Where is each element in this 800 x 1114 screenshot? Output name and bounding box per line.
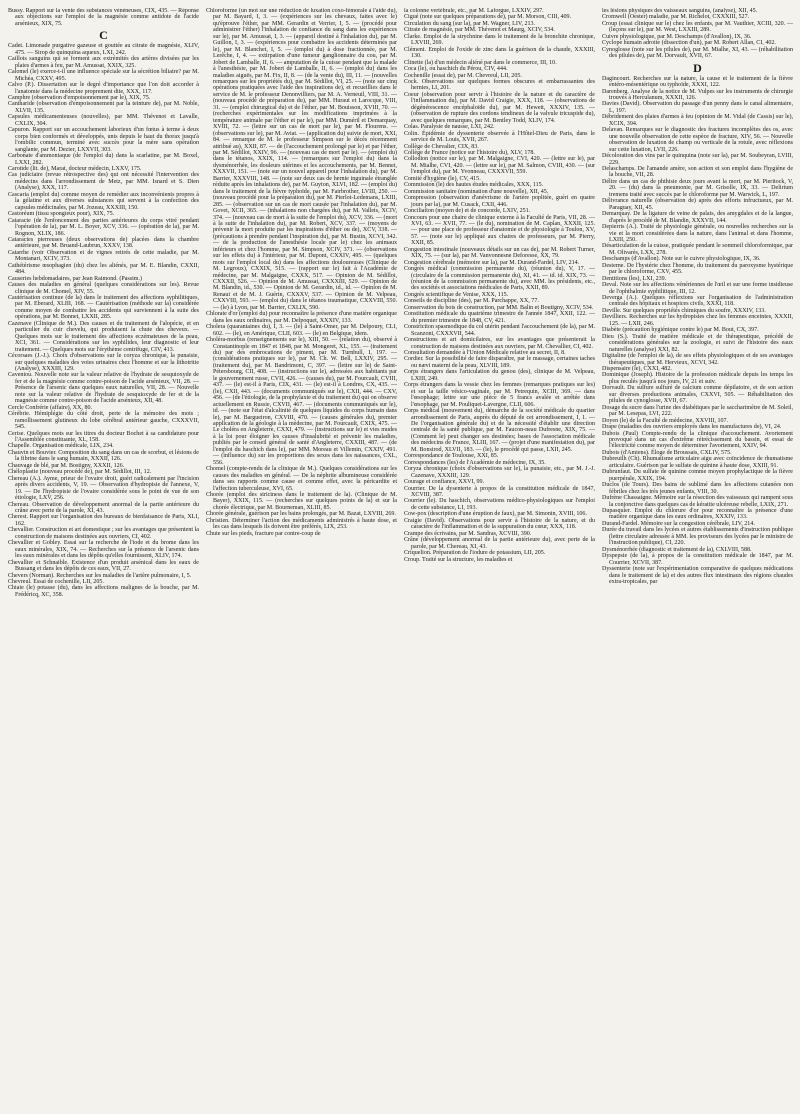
- index-entry: Chlorate d'or (emploi du) pour reconnaître la présence d'une matière organique dans les eaux ordinaires, par M. Delpoquet, XXXIV, 133.: [206, 311, 397, 324]
- section-letter: D: [693, 60, 702, 75]
- index-entry: Delavan. Remarques sur le diagnostic des fractures incomplètes des os, avec une nouvelle observation de cette espèce de fracture, XIV, 56. — Nouvelle observation de luxation de champ ou verticale de la rotule, avec réflexions sur cette luxation, LVII, 226.: [602, 127, 793, 153]
- index-entry: Collège de France (notice sur l'histoire du), XLV, 178.: [404, 149, 535, 156]
- index-entry: Carotide (lit. de), Marat, docteur médecin, LXXV, 175.: [8, 165, 142, 172]
- index-entry: Bussy. Rapport sur la vente des substances vénéneuses, CIX, 435. — Réponse aux objections sur l'emploi de la magnésie comme antidote de l'acide arsénieux, XIX, 75.: [8, 8, 199, 27]
- index-entry: Congrès scientifique de Venise, XXX, 115.: [404, 291, 509, 298]
- index-entry: Cromwell (Oester) maladie, par M. Richelot, CXXXIII, 527.: [602, 14, 750, 21]
- index-entry: Devilliers. Recherches sur les hydropisies chez les femmes enceintes, XXXII, 125. — LXII, 246.: [602, 314, 793, 327]
- index-entry: Citrate de magnésie, par MM. Thévenot et Maurg, XCIV, 534.: [404, 27, 555, 34]
- index-entry: Dubois (d'Amiens). Éloge de Broussais, CXLIV, 575.: [602, 449, 732, 456]
- index-entry: Dosage du sucre dans l'urine des diabétiques par le saccharimètre de M. Soleil, par M. Lesepas, LVI, 222.: [602, 404, 793, 418]
- index-entry: Choléra-morbus (renseignements sur le), XIII, 50. — (relation du), observé à Constantinople en 1847 et 1848, par M. Mongeret, XL, 155. — (traitement du) par des embrocations de piment, par M. Turnbull, I, 197. — (considérations pratiques sur le), par M. Ch. W. Bell, LXXIV, 295. — (traitement du), par M. Bandrimont, C, 397. — (lettre sur le) de Saint-Pétersbourg, CII, 408. — (instructions sur le), adressées aux habitants par le gouvernement russe, CVII, 426. — (causes du), par M. Fourcault, CVIII, 437. — (le) est-il à Paris, CIX, 431. — (le) est-il à Londres, CX, 435. — (le), CXII, 443. — (documents communiqués sur le), CXII, 444. — CXV, 456. — (de l'étiologie, de la prophylaxie et du traitement du) qui on observe actuellement en Russie, CXVII, 467. — (documents communiqués sur le), id. — (note sur l'état d'alcalinité de quelques liquides du corps humain dans le), par M. Bargueiron, CXVIII, 470. — (causes générales du), premier application de la géologie à la médecine, par M. Fourcault, CXIX, 475. — Le choléra en Angleterre, CXXI, 479. — (instructions sur le) et vies mudes à la loi pour éloigner les causes d'insalubrité et prévenir les maladies, publiés par le conseil général de santé d'Angleterre, CXXIII, 487. — (de l'emploi du haschich dans le), par MM. Moreau et Villemin, CXXIV, 491. — (influence du) sur les proportions des sexes dans les naissances, CXL, 556.: [206, 337, 397, 466]
- index-entry: Criquelion. Préparation de l'iodure de potassium, LII, 205.: [404, 550, 546, 557]
- index-entry: Crâne (développement anormal de la partie antérieure du), avec perte de la parole, par M. Chereau, XI, 43.: [404, 537, 595, 550]
- index-column-1: [8, 8, 199, 1108]
- index-entry: Cigué (note sur quelques préparations de), par M. Morson, CIII, 409.: [404, 14, 572, 21]
- index-entry: Cathétérisme œsophagien (du) chez les aliénés, par M. E. Blandin, CXXII, 484.: [8, 262, 199, 276]
- index-entry: Digitaline (de l'emploi de la), de ses effets physiologiques et de ses avantages thérapeutiques, par M. Hervieux, XCVI, 342.: [602, 353, 793, 366]
- index-entry: Dominique (Joseph). Histoire de la profession médicale depuis les temps les plus reculés jusqu'à nos jours, IV, 21 et suiv.: [602, 372, 793, 385]
- index-entry: Calomel (le) exerce-t-il une influence spéciale sur la sécrétion biliaire? par M. Michéa, CXXV, 495.: [8, 69, 199, 82]
- index-entry: Courrier (le). Du haschich, observations médico-physiologiques sur l'emploi de cette substance, LI, 193.: [404, 498, 595, 511]
- index-entry: Chorée (emploi des strictness dans le traitement de la). (Clinique de M. Bayer), XXIX, 115. — (recherches sur quelques points de la) et sur la chorée électrique, par M. Bourneman, XLIII, 85.: [206, 491, 397, 511]
- index-entry: Cazenave (Clinique de M.). Des causes et du traitement de l'alopécie, et en particulier du cuir chevelu, qui produisent la chute des cheveux. — Quelques mots sur le traitement des affections eczémateuses de la peau, XCI, 361. — Considérations sur les syphilides, leur diagnostic et leur traitement. — Quelques mots sur l'érythème centrifuge, CIV, 413.: [8, 320, 199, 353]
- index-entry: Constructions et art domicilaires, sur les avantages que présenterait la construction de maisons destinées aux ouvriers, par M. Chevallier, CI, 402.: [404, 337, 595, 350]
- index-entry: Conseils de discipline (des), par M. Parchappe, XX, 77.: [404, 298, 539, 305]
- index-entry: Coeur (observation pour servir à l'histoire de la nature et du caractère de l'inflammation du), par M. David Craigie, XXX, 118. — (observations de dégénérescence encéphaloïde du), par M. Hewett, XXXIV, 135. — (observation de rupture des cordons tendineux de la valvule tricuspide du), avec quelques remarques, par M. Bentley Todd, XLIV, 174.: [404, 91, 595, 124]
- index-entry: Commission (le) des hautes études médicales, XXX, 115.: [404, 182, 544, 189]
- index-entry: Caventou. Nouvelle note sur la valeur relative de l'hydrate de sesquioxyde de fer et de la magnésie comme contre-poison de l'acide arsénieux, VII, 28. — Présence de l'arsenic dans quelques eaux naturelles, VII, 28. — Nouvelle note sur la valeur relative de l'hydrate de sesquioxyde de fer et de la magnésie comme contre-poison de l'acide arsénieux, XII, 48.: [8, 372, 199, 405]
- index-entry: Cérébrie. Hémiplégie du côté droit, perte de la mémoire des mots ; ramollissement glutineux du lobe cérébral antérieur gauche, CXXXVII, 545.: [8, 411, 199, 431]
- index-entry: Collège de Chevalier, CIX, 83.: [404, 143, 479, 150]
- index-entry: Depierris (A.). Traité de physiologie générale, ou nouvelles recherches sur la vie et la mort considérées dans la nature, dans l'animal et dans l'homme, LXIII, 250.: [602, 224, 793, 243]
- index-entry: Cécorsaes (J.-J.). Choix d'observations sur le coryza chronique, la punaisie, sur quelques maladies des voies urinaires chez l'homme et sur la lithotritie (Analyse), XXXIII, 129.: [8, 353, 199, 373]
- index-entry: Courage et confiance, XXVI, 99.: [404, 479, 485, 486]
- index-entry: Chevallier et Gobley. Essai sur la recherche de l'iode et du brome dans les eaux minérales, XIX, 74. — Recherches sur la présence de l'arsenic dans les eaux minérales et dans les dépôts qu'elles fournissent, XLIV, 174.: [8, 540, 199, 560]
- index-entry: Cadet. Limonade purgative gazeuse et gouttée au citrate de magnésie, XLIV, 475. — Sirop de quinquina aqueux, LXI, 242.: [8, 43, 199, 56]
- index-entry: Chauvin et Bouvier. Composition du sang dans un cas de scorbut, et lésions de la fibrine dans le sang humain, XXXII, 126.: [8, 449, 199, 463]
- index-entry: Dentitions (les), LXI, 239.: [602, 275, 667, 282]
- index-entry: Chapelle. Organisation médicale, LIX, 234.: [8, 443, 114, 450]
- index-entry: Congestion cérébrale (mémoire sur la), par M. Durand-Fardel, LIV, 214.: [404, 259, 580, 266]
- index-entry: Cochenille (essai de), par M. Chevreul, LII, 205.: [404, 72, 522, 79]
- index-entry: Durée du travail dans les lycées et autres établissements d'instruction publique (lettre circulaire adressée à MM. les proviseurs des lycées par le ministre de l'instruction publique), CI, 220.: [602, 527, 793, 547]
- index-entry: Clarke. Emploi de la strychnine dans le traitement de la bronchite chronique, LXVIII, 269.: [404, 33, 595, 47]
- index-entry: Cas judiciaire (revue rétrospective des) qui ont nécessité l'intervention des médecins dans l'arrondissement de Metz, par MM. Isnard et S. Dien (Analyse), XXX, 117.: [8, 172, 199, 192]
- index-entry: Coryza chronique (choix d'observations sur le), la punaisie, etc., par M. J.-J. Cazenave, XXXIII, 129.: [404, 466, 595, 479]
- index-entry: Cantharide (observation d'empoisonnement par la teinture de), par M. Noble, XLVII, 135.: [8, 101, 199, 114]
- index-entry: Conservation du bois de construction, par MM. Balin et Boutigny, XCIV, 534.: [404, 304, 594, 311]
- index-entry: Dorvault. Du sulfure sulfuré de calcium comme dépilatoire, et de son action sur diverses productions animales, CXXVI, 505. — Réhabilitation des pilules de cynoglosse, XVII, 67.: [602, 385, 793, 405]
- index-entry: Durand-Fardel. Mémoire sur la congestion cérébrale, LIV, 214.: [602, 520, 755, 527]
- index-entry: Doyen (le) de la Faculté de médecine, XXVIII, 107.: [602, 417, 729, 424]
- index-entry: Congestion intestinale (nouveaux détails sur un cas de), par M. Robert Turner, XIX, 75. — (sur la), par M. Vanvonnesne Deforesse, XX, 79.: [404, 246, 595, 260]
- index-entry: Chomel (compte-rendu de la clinique de M.). Quelques considérations sur les causes des maladies en général. — De la néphrite albumineuse considérée dans ses rapports comme cause et comme effet, avec la péricardite et l'affection tuberculeuse, XVI, 65.: [206, 466, 397, 492]
- index-entry: Cow-pox (description d'une éruption de faux), par M. Simonin, XVIII, 106.: [404, 511, 587, 518]
- index-entry: Constitution médicale du quatrième trimestre de l'année 1847, XXII, 122. — du premier trimestre de 1848, CV, 421.: [404, 311, 595, 324]
- index-entry: Chute sur les pieds, fracture par contre-coup de: [206, 530, 321, 537]
- index-entry: Craigie (David). Observations pour servir à l'histoire de la nature, et du caractère de l'inflammation et de la suppuration du cœur, XXX, 118.: [404, 517, 595, 531]
- index-entry: Commission sanitaire (nomination d'une nouvelle), XII, 45.: [404, 188, 549, 195]
- index-entry: Compression (observation d'anévrisme de l'artère poplitée, guéri en quatre jours par la), par M. Cusack, CXII, 446.: [404, 195, 595, 208]
- index-entry: Comité d'hygiène (le), CV, 415.: [404, 175, 481, 182]
- index-entry: Dieu (S.). Traité de matière médicale et de thérapeutique, précédé de considérations générales sur la zoologie, et suivi de l'histoire des eaux naturelles (analyse) XXI, 82.: [602, 333, 793, 353]
- index-entry: Délire dans un cas de phthisie deux jours avant la mort, par M. Pieritock, V, 20. — (du) dans la pneumonie, par M. Grisolle, IX, 33. — Delirium tremens traité avec succès par le chloroforme par M. Warwick, L, 197.: [602, 178, 793, 198]
- index-entry: Deval. Note sur les affections vénériennes de l'œil et sur une forme insidieuse de l'ophthalmie syphilitique, III, 12.: [602, 282, 793, 295]
- index-entry: Clément. Emploi de l'oxide de zinc dans la guérison de la chaude, XXXIII, 130.: [404, 46, 595, 60]
- index-entry: Dagincourt. Recherches sur la nature, la cause et le traitement de la fièvre entéro-mésentérique ou typhoïde, XXXI, 122.: [602, 75, 793, 89]
- index-entry: la colonne vertébrale, etc., par M. Laforgue, LXXIV, 297.: [404, 8, 544, 14]
- index-entry: Corps médical (mouvement du), démarche de la société médicale du quartier arrondissement de Paris, auprès du député de cet arrondissement, I, 1. — De l'organisation générale du) et de la nécessité d'établir une direction centrale de la santé publique, par M. Faucon-neau Dufresne, XIX, 75. — (Comment le) peut changer ses destinées; bases de l'association médicale des médecins de France, XLIII, 167. — (projet d'une manifestation du), par M. Bonsirod, XLVII, 183. — (le), le procédé qui passe, LXII, 245.: [404, 408, 595, 453]
- index-entry: Consultation demandée à l'Union Médicale relative au secret, II, 8.: [404, 350, 566, 357]
- index-entry: Castoréum (tissu spongieux pour), XIX, 75.: [8, 211, 115, 218]
- index-entry: Cautérisation continue (de la) dans le traitement des affections syphilitiques, par M. Eberard, XLIII, 168. — Cautérisation (méthode sur la) considérée comme moyen de combattre les accidents qui surviennent à la suite des opérations, par M. Bonnet, LXXII, 285.: [8, 295, 199, 321]
- index-entry: Cataractes pierreuses (deux observations de) placées dans la chambre antérieure, par M. Bruand-Laubrun, XXXV, 138.: [8, 236, 199, 250]
- index-entry: Drape (maladies des ouvriers employés dans les manufactures de), VI, 24.: [602, 424, 782, 431]
- index-entry: Colas. Paralysie de nausse, LXI, 242.: [404, 124, 495, 131]
- index-entry: Darenberg. Analyse de la notice de M. Vulpes sur les instruments de chirurgie trouvés à Herculanum, XXXII, 126.: [602, 88, 793, 101]
- index-entry: Capsules médicamenteuses (nouvelles), par MM. Thévenot et Lavalle, CXLIX, 304.: [8, 114, 199, 127]
- index-column-4: [602, 8, 793, 1108]
- section-letter: C: [99, 28, 108, 43]
- index-column-3: [404, 8, 595, 1108]
- index-entry: Constriction spasmodique du col utérin pendant l'accouchement (de la), par M. Scanzoni, CXXXVII, 544.: [404, 324, 595, 337]
- index-entry: Caillots sanguins qui se forment aux extrémités des artères divisées par les plaies d'armes à feu, par M. Amussat, XXIX, 325.: [8, 56, 199, 69]
- index-entry: Dubrunfaut. Du sulfate de quinine comme moyen prophylactique de la fièvre puerpérale, XXIX, 194.: [602, 469, 793, 482]
- index-entry: Chéloplastie (nouveau procédé de), par M. Sédillot, III, 12.: [8, 469, 152, 476]
- index-entry: Congrès médical (commission permanente du), (réunion du), V, 17. — (circulaire de la commission permanente du), XI, 41. — id. id. XIX, 73. — (réunion de la commission permanente du), avec MM. les présidents, etc., des sociétés et associations médicales de Paris, XXII, 89.: [404, 266, 595, 292]
- index-entry: Duclos (de Tours). Des bains de sublimé dans les affections cutanées non fébriles chez les très jeunes enfants, VIII, 30.: [602, 482, 793, 495]
- index-entry: Décoloration des vins par le quinquina (note sur la), par M. Soubeyran, LVIII, 229.: [602, 153, 793, 166]
- index-entry: Débridement des plaies d'armes à feu (opinion de M. Vidal (de Cassis) sur le), XCIX, 394.: [602, 114, 793, 127]
- index-entry: Causeries hebdomadaires, par Jean Raimond. (Passim.): [8, 275, 143, 282]
- index-entry: Carbonate d'ammoniaque (de l'emploi du) dans la scarlatine, par M. Boxel, LXXI, 282.: [8, 153, 199, 166]
- index-entry: Diabète (précaution hygiénique contre le) par M. Bout, CX, 397.: [602, 327, 759, 334]
- index-entry: Chiaie (le) potasse (du), dans les affections malignes de la bouche, par M. Frédéricq, XC, 358.: [8, 585, 199, 598]
- index-entry: Chevers (Norman). Recherches sur les maladies de l'artère pulmonaire, I, 5.: [8, 572, 192, 579]
- index-entry: Desterne. De l'hystérie chez l'homme, du traitement du paroxysme hystérique par le chloroforme, CXV, 455.: [602, 262, 793, 276]
- index-entry: Cuivre physiologique, par M. Deschamps (d'Avallon), IX, 36.: [602, 33, 752, 40]
- index-entry: Conciliation (moyen de) et de concorde, LXIV, 251.: [404, 208, 531, 215]
- index-entry: Croup (essai clinique sur le) chez les enfants, par M. Vauthier, XCIII, 320. — (leçons sur le), par M. West, LXXIII, 289.: [602, 20, 793, 34]
- index-entry: Capuron. Rapport sur un accouchement laborieux d'un fœtus à terme à deux corps bien conformés et développés, unis depuis le haut du thorax jusqu'à l'ombilic commun, terminé avec succès pour la mère sans opération sanglante, par M. Dezier, LXXVII, 303.: [8, 127, 199, 153]
- index-entry: Deschamps (d'Avallon). Note sur le cuivre physiologique, IX, 36.: [602, 256, 761, 263]
- index-entry: Chevreul. Essai de cochenille, LII, 205.: [8, 578, 104, 585]
- index-entry: Dysménorrhée (diagnostic et traitement de la), CXLVIII, 588.: [602, 546, 752, 553]
- index-entry: Catarrhe (voir Observation et de vignes retirés de cette maladie, par M. Montanari, XCIV, 373.: [8, 249, 199, 263]
- index-entry: Coca (le), ou haschich du Pérou, CIV, 444.: [404, 66, 508, 73]
- index-entry: Collodion (notice sur le), par M. Malgaigne, CVI, 420. — (lettre sur le), par M. Mialhe, CVI, 420. — (lettre sur le), par M. Salmon, CVIII, 430. — (sur l'emploi du), par M. Yvonneau, CXXXVII, 559.: [404, 156, 595, 176]
- index-entry: Deverga (A.). Quelques réflexions sur l'organisation de l'administration centrale des hôpitaux et hospices civils, XXXI, 118.: [602, 295, 793, 308]
- index-entry: Cock. Observations sur quelques formes obscures et embarrassantes des hernies, LI, 201.: [404, 78, 595, 92]
- index-entry: Dufrène Chassaigne. Mémoire sur la résection des vaisseaux qui rampent sous la conjonctive dans quelques cas de kératite ulcéreuse rebelle, LXIX, 271.: [602, 495, 793, 508]
- index-entry: Chereau. Observation de développement anormal de la partie antérieure du crâne avec perte de la parole, XI, 43.: [8, 501, 199, 514]
- index-entry: Concours pour une chaire de clinique externe à la Faculté de Paris, VII, 28. — XVI, 63. — XVII, 77. — (le du), nomination de M. Caplan, XXXII, 125. — pour une place de professeur d'anatomie et de physiologie à Toulon, XV, 57. — (note sur le) appliqué aux chaires de professeurs, par M. Pierry, XXII, 85.: [404, 214, 595, 247]
- index-entry: Désarticulation de la cuisse, pratiquée pendant le sommeil chloroformique, par M. Olivarès, LXX, 278.: [602, 243, 793, 256]
- index-entry: Deville. Sur quelques propriétés chimiques du soufre, XXXIV, 133.: [602, 307, 766, 314]
- index-entry: Correspondance de Toulouse, XXI, 85.: [404, 453, 499, 460]
- index-entry: Cerise. Quelques mots sur les titres du docteur Bochet à sa candidature pour l'Assemblée constituante, XL, 158.: [8, 430, 199, 443]
- index-entry: Dubreuilh (Ch). Rhumatisme articulaire aigu avec coïncidence de rhumatisme articulaire. Guérison par le sulfate de quinine à haute dose, XXIII, 91.: [602, 456, 793, 469]
- index-entry: Cordier. Sur la possibilité de faire disparaître, par le massage, certaines taches ou nævi materni de la peau, XLVIII, 189.: [404, 356, 595, 369]
- index-entry: Delaschamps. De l'amande amère, son action et son emploi dans l'hygiène de la bouche, VII, 28.: [602, 165, 793, 179]
- index-entry: Cataracte (de l'enfoncement des parties antérieures du corps vitré pendant l'opération de la), par M. L. Boyer, XCV, 336. — (opération de la), par M. Rognon, XLIX, 186.: [8, 217, 199, 237]
- index-entry: Crampe des écrivains, par M. Sandras, XCVIII, 390.: [404, 530, 532, 537]
- index-entry: Causes des maladies en général (quelques considérations sur les). Revue clinique de M. Chomel, XIV, 55.: [8, 282, 199, 295]
- index-entry: Chevallier. Construction et art domestique ; sur les avantages que présentent la construction de maisons destinées aux ouvriers, CI, 402.: [8, 527, 199, 540]
- index-entry: les lésions physiques des vaisseaux sanguins, (analyse), XII, 45.: [602, 8, 758, 14]
- index-entry: Cercle Confrérie (affaire), XX, 80.: [8, 404, 93, 411]
- index-entry: Cyclope humain adroite (dissection d'un), par M. Robert Allan, CI, 402.: [602, 40, 776, 47]
- index-entry: Corps étrangers dans l'articulation du genou (des), clinique de M. Velpeau, LXIII, 249.: [404, 369, 595, 382]
- index-entry: Dyssenterie (note sur l'expérimentation comparative de quelques médications dans le traitement de la) et des autres flux intestinaux des régions chaudes extra-tropicales, par: [602, 566, 793, 585]
- index-entry: Colin. Épidémie de dyssenterie observée à l'Hôtel-Dieu de Paris, dans le service de M. Louis, XVII, 267.: [404, 130, 595, 144]
- index-entry: Chorée générale, guérison par les bains prolongés, par M. Bazat, LXVIII, 269.: [206, 511, 396, 518]
- index-entry: Cynoglosse (note sur les pilules de), par M. Mialhe, XI, 43. — (réhabilitation des pilules de), par M. Dorvault, XVII, 67.: [602, 46, 793, 60]
- index-entry: Calvo (P.). Dissertation sur le degré d'importance que l'on doit accorder à l'anatomie dans la médecine proprement dite, XXX, 117.: [8, 82, 199, 95]
- index-entry: Circulation du sang (sur la), par M. Wagner, LIV, 213.: [404, 20, 536, 27]
- index-entry: Clinette (la) d'un médecin aliéné par dans le commerce, III, 10.: [404, 59, 557, 66]
- index-entry: Christien. Déterminer l'action des médicaments administrés à haute dose, et les cas dans lesquels ils doivent être préférés, LIX, 253.: [206, 517, 397, 531]
- index-entry: Chereau (A.). Ayme, prieur de l'ovaire droit, guéri radicalement par l'incision après divers accidents, V, 19. — Observation d'hydropisie de l'annexe, V, 19. — De l'hydropisie de l'ovaire considérée sous le point de vue de son étiologie, LXV, 256.: [8, 475, 199, 502]
- index-entry: Dubois (Paul) Compte-rendu de la clinique d'accouchement. Avortement provoqué dans un cas d'extrême rétrécissement du bassin, et essai de l'électricité comme moyen de déterminer l'avortement, XXIV, 94.: [602, 430, 793, 450]
- index-entry: Corps étrangers dans la vessie chez les femmes (remarques pratiques sur les) et sur la taille vésico-vaginale, par M. Petrequin, XCIII, 369. — dans l'œsophage; lettre sur une pièce de 5 francs avalée et arrêtée dans l'œsophage, par M. Pouliquet-Lavergne, CLII, 606.: [404, 382, 595, 408]
- index-entry: Croup. Traité sur la structure, les maladies et: [404, 556, 513, 563]
- index-entry: Dispensaire (le), CXXI, 482.: [602, 366, 672, 373]
- index-entry: Délivrance naturelle (observation de) après des efforts infructueux, par M. Paraguay, XII, 45.: [602, 198, 793, 211]
- index-entry: Courrier. De la dysenterie à propos de la constitution médicale de 1847, XCVIII, 387.: [404, 485, 595, 498]
- index-entry: Camphre (observation d'empoisonnement par le), XIX, 75.: [8, 94, 151, 101]
- index-entry: Chloroforme (un mot sur une réduction de luxation coxo-fémorale à l'aide du), par M. Bayard, I, 3. — (expériences sur les chevaux, faites avec le) qu'éprouve l'éther, par MM. Gerardin et Verrier, I, 5. — (procédé pour administrer l'éther) l'inhalation de confiance du sang dans les expériences sur le), par M. Amussat, I, 3. — (appareil destiné à l'inhalation du), par M. Guillon, I, 3. — (expériences pour combattre les accidents déterminés par le), par M. Blanchet, I, 5. — (emploi du) à dose fractionnée, par M. Lerêche, I, 4. — extirpation d'une tumeur ganglionnaire du cou, par M. Jobert de Lamballe, II, 6. — amputation de la cuisse pendant que la malade à l'anesthésie, par M. Jobert de Lamballe, II, 6. — (emploi du) dans les maladies aiguës, par M. Fix, II, 8. — (de la vente du), III, 11. — (nouvelles remarques sur les propriétés du), par M. Sédillot, VI, 25. — (note sur cinq opérations pratiquées avec l'aide des inspirations de), et recueillies dans le service de M. le professeur Denonvilliers, par M. A. Verneuil, VIII, 31. — (nouveau procédé de préparation du), par MM. Huraut et Larocque, VIII, 31. — (emploi chirurgical du) et de l'éther, par M. Bouisson, XVIII, 70. — (recherches expérimentales sur les modifications imprimées à la température animale par l'éther et par le), par MM. Duméril et Demarquay, XVIII, 72. — (lettre sur un cas de mort par le), par M. Flourens. — (observations sur le), par M. Aviat. — (application du) suivie de mort, XXI, 84. — remarque de M. le professeur Simpson sur le décès récemment attribué au), XXII, 87. — de (l'accouchement prolongé par le) et par l'éther, par M. Sédillot, XXIV, 96. — (nouveau cas de mort par le). — (emploi du) dans le tétanos, XXIX, 114. — (remarques sur l'emploi du) dans la dysménorrhée, les douleurs utérines et les accouchements, par M. Bennet, XXXVII, 151. — (note sur un nouvel appareil pour l'inhalation du), par M. Barrier, XXXVIII, 148. — (note sur deux cas de hernie inguinale étranglée réduite après les inhalations de), par M. Guyton, XLVI, 182. — (emploi du) dans le traitement de la fièvre typhoïde, par M. Fairbrother, LVIII, 250. — (nouveau procédé pour la préparation du), par M. Pierlot-Ledemans, LXIII, 285. — (observation sur un cas de mort causée par l'inhalation du), par M. Govet, XCII, 365. — (inhalations non chargées du), par M. Vallets, XCIV, 374. — (nouveau cas de mort à la suite de l'emploi du), XCV, 336. — (mort à la suite de l'inhalation du), par M. Robert, XCV, 337. — (moyens de prévenir la mort produite par les inspirations d'éther ou de), XCV, 338. — (précautions à prendre pendant l'inspiration du), par M. Bustin, XCVI, 342. — de la production de l'anesthésie locale par le) chez les animaux inférieurs et chez l'homme, par M. Simpson, XCIV, 371. — (observations sur les effets du) à l'intérieur, par M. Dupont, CXXIV, 495. — (quelques mots sur l'emploi local du) dans les affections douloureuses (Clinique de M. Legroux), CXXIX, 515. — (rapport sur le) fait à l'Académie de médecine, par M. Malgaigne, CXXX, 517. — Opinion de M. Sédillot, CXXXII, 526. — Opinion de M. Amussat, CXXXIII, 529. — Opinion de M. Blandin, id., 530. — Opinion de M. Gerardin, id., id. — Opinion de M. Renaut et de M. J. Guérin, CXXXV, 537. — Opinion de M. Velpeau, CXXVIII, 593. — (emploi du) dans le tétanos traumatique, CXXVIII, 550. — (le) à Lyon, par M. Barrier, CXLIX, 590.: [206, 8, 397, 311]
- index-entry: Chauvage de blé, par M. Bostigny, XXXII, 126.: [8, 462, 125, 469]
- index-column-2: [206, 8, 397, 1108]
- index-entry: Cherest. Rapport sur l'organisation des bureaux de bienfaisance de Paris, XLI, 162.: [8, 514, 199, 527]
- index-entry: Dupasquier. Emploi du chlorure d'or pour reconnaître la présence d'une matière organique dans les eaux ordinaires, XXXIV, 133.: [602, 507, 793, 521]
- index-entry: Chevallier et Schnaible. Existence d'un produit arsénical dans les eaux de Bussang et dans les dépôts de ces eaux, VII, 27.: [8, 559, 199, 573]
- index-entry: Dyspepsie (de la), à propos de la constitution médicale de 1847, par M. Courrier, XCVII, 387.: [602, 553, 793, 566]
- index-entry: Davies (David). Observation du passage d'un penny dans le canal alimentaire, L, 197.: [602, 101, 793, 114]
- index-entry: Correspondances (les) de l'Académie de médecine, IX, 35.: [404, 459, 546, 466]
- index-entry: Demarquay. De la ligature de veine de palais, des amygdales et de la langue, d'après le procédé de M. Blandin, XXXVII, 144.: [602, 211, 793, 224]
- index-entry: Cascaria (emploi du) comme moyen de remédier aux inconvénients propres à la gélatine et aux diverses substances qui servent à la confection des capsules médicinales, par M. Jozeau, XXXIII, 150.: [8, 191, 199, 211]
- index-entry: Cholera (quarantaines du), I, 3. — (le) à Saint-Omer, par M. Delpoury, CLI, 602. — (le), en Amérique, CLII, 603. — (le) en Belgique, idem.: [206, 324, 397, 337]
